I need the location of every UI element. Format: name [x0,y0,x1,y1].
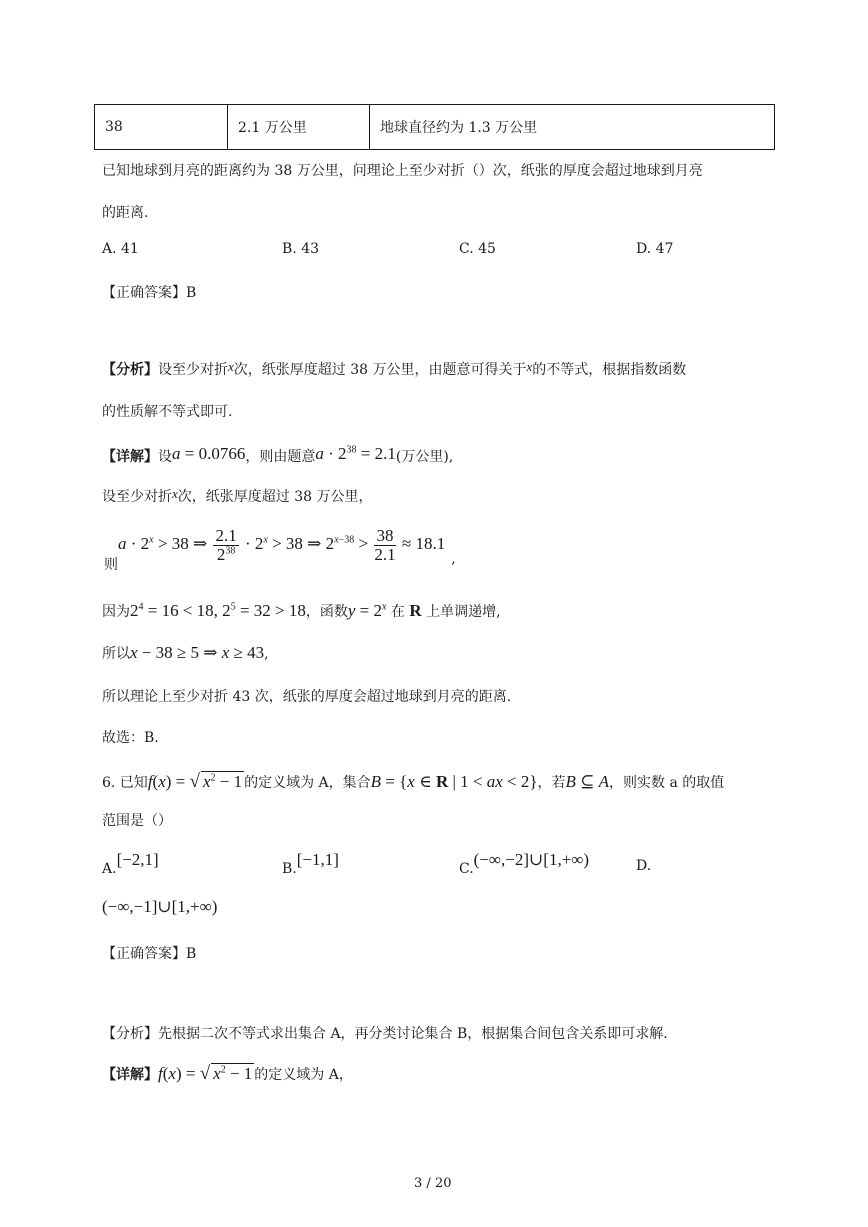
q5-text-line2: 的距离. [102,205,149,221]
so-text: 所以 [102,646,130,662]
table-cell: 地球直径约为 1.3 万公里 [370,105,775,150]
detail-label: 【详解】 [102,449,158,465]
math-expr: f(x) = √ $x^2 - 1$ [147,771,243,792]
q6-text: 6. 已知 [102,775,148,791]
table-row [95,105,775,150]
q6-option-b [282,850,339,877]
because-text: ，函数 [305,604,348,620]
q5-conclusion: 所以理论上至少对折 43 次，纸张的厚度会超过地球到月亮的距离. [102,689,512,705]
q6-analysis: 【分析】先根据二次不等式求出集合 A，再分类讨论集合 B，根据集合间包含关系即可求解. [102,1026,668,1042]
page-number [414,1176,452,1191]
detail-label: 【详解】 [102,1067,158,1083]
math-expr: x − 38 ≥ 5 ⇒ x ≥ 43 [130,643,265,662]
q5-text-line1: 已知地球到月亮的距离约为 38 万公里，问理论上至少对折（）次，纸张的厚度会超过地球到月亮 [102,163,703,179]
q5-option-b: B. 43 [282,241,320,257]
q5-option-a: A. 41 [102,241,139,257]
q5-derivation: 则$a \cdot 2^x > 38$ ⇒ $\frac{2.1}{2^{38}}$ · $2^x > 38$ ⇒ $2^{x-38}$ > $\frac{38}{2.1}$ ≈ 18.1, [104,526,456,574]
option-value: (−∞,−2]∪[1,+∞) [473,850,590,869]
detail-text: (万公里), [395,449,454,465]
table-cell: 38 [95,105,228,150]
q6-answer: 【正确答案】B [102,946,197,962]
q5-detail [102,444,453,466]
detail-text: 设 [158,449,172,465]
because-text: 上单调递增, [426,604,501,620]
q6-option-d-value: (−∞,−1]∪[1,+∞) [102,897,218,916]
q5-choose: 故选：B. [102,730,159,746]
option-label: B. [282,861,297,877]
q5-answer: 【正确答案】B [102,285,197,301]
q6-text: 的定义域为 A，集合 [244,775,371,791]
analysis-text: 次，纸张厚度超过 38 万公里，由题意可得关于 [233,362,527,378]
math-expr: a = 0.0766 [172,444,246,463]
math-expr: $2^4 = 16 < 18$, $2^5 = 32 > 18$ [130,601,306,620]
option-value: [−2,1] [116,850,159,869]
q6-option-a [102,850,159,877]
detail-text: 的定义域为 A， [254,1067,353,1083]
q5-analysis [102,359,686,379]
page-current: 3 [414,1176,423,1191]
q5-analysis-line2: 的性质解不等式即可. [102,404,233,420]
data-table [94,104,775,150]
analysis-text: 设至少对折 [158,362,228,378]
math-expr: R [409,601,422,620]
math-expr: $a \cdot 2^x > 38$ ⇒ $\frac{2.1}{2^{38}}$ · $2^x > 38$ ⇒ $2^{x-38}$ > $\frac{38}{2.1}$ ≈ 18.1 [118,526,446,564]
q5-option-c: C. 45 [459,241,496,257]
q6-option-d: D. [636,858,652,874]
q6-text: ，则实数 a 的取值 [609,775,725,791]
q5-setup [102,486,373,506]
q6-stem [102,771,724,793]
math-var: x [526,359,533,374]
math-expr: f(x) = √ $x^2 - 1$ [158,1063,253,1084]
q6-detail [102,1063,353,1085]
math-var: x [172,486,178,501]
q5-because: 因为$2^4 = 16 < 18$, $2^5 = 32 > 18$，函数$y = 2^x$ 在 R 上单调递增, [102,601,501,620]
because-text: 因为 [102,604,130,620]
page-separator: / [426,1176,431,1191]
math-expr: $y = 2^x$ [347,601,387,620]
detail-text: ，则由题意 [245,449,316,465]
analysis-label: 【分析】 [102,362,158,378]
math-expr: B = {x ∈ R | 1 < ax < 2} [370,772,538,791]
option-label: A. [102,861,117,877]
option-label: C. [459,861,474,877]
table-cell: 2.1 万公里 [228,105,370,150]
q6-line2: 范围是（） [102,813,172,829]
math-expr: B ⊆ A [565,772,610,791]
analysis-text: 的不等式，根据指数函数 [532,362,687,378]
math-var: x [228,359,234,374]
math-expr: $a \cdot 2^{38} = 2.1$ [315,444,396,463]
page-total: 20 [434,1176,452,1191]
q5-so: 所以x − 38 ≥ 5 ⇒ x ≥ 43, [102,643,269,662]
option-value: [−1,1] [296,850,339,869]
setup-text: 设至少对折 [102,489,172,505]
q6-option-c [459,850,590,877]
q6-text: ，若 [537,775,566,791]
q5-option-d: D. 47 [636,241,674,257]
ze-text: 则 [104,557,118,574]
setup-text: 次，纸张厚度超过 38 万公里， [177,489,373,505]
